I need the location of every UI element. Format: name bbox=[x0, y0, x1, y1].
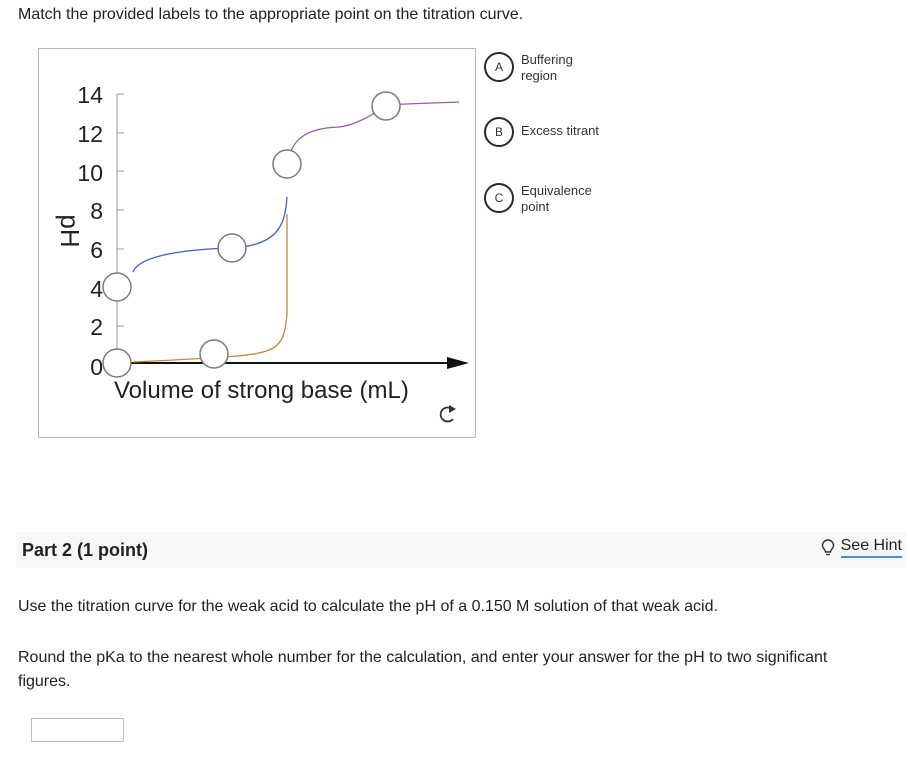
lightbulb-icon bbox=[821, 539, 835, 557]
y-tick-label: 14 bbox=[77, 82, 103, 108]
y-tick-label: 6 bbox=[90, 237, 103, 263]
y-axis-label: pH bbox=[55, 214, 85, 248]
x-axis-label: Volume of strong base (mL) bbox=[114, 377, 409, 404]
label-text: Excess titrant bbox=[521, 123, 600, 138]
y-tick-label: 10 bbox=[77, 160, 103, 186]
drop-target-circle[interactable] bbox=[273, 150, 301, 178]
y-tick-label: 2 bbox=[90, 314, 103, 340]
see-hint-link[interactable] bbox=[821, 537, 902, 558]
y-axis bbox=[117, 94, 124, 361]
label-excess-titrant[interactable] bbox=[484, 117, 599, 147]
drop-target-circle[interactable] bbox=[372, 92, 400, 120]
reset-icon[interactable] bbox=[441, 405, 456, 421]
label-buffering-region[interactable] bbox=[484, 52, 573, 84]
label-text: region bbox=[521, 68, 558, 83]
y-tick-label: 8 bbox=[90, 198, 103, 224]
see-hint-label: See Hint bbox=[841, 537, 902, 558]
label-text: point bbox=[521, 199, 550, 214]
rounding-instruction: Round the pKa to the nearest whole number for the calculation, and enter your answer for the pH to two significant figures. bbox=[18, 649, 828, 690]
drop-target-circle[interactable] bbox=[103, 349, 131, 377]
y-tick-label: 4 bbox=[90, 276, 103, 302]
drop-target-circle[interactable] bbox=[218, 234, 246, 262]
question-text: Use the titration curve for the weak acid to calculate the pH of a 0.150 M solution of that weak acid. bbox=[18, 598, 718, 615]
part-title: Part 2 (1 point) bbox=[22, 540, 149, 560]
label-text: Equivalence bbox=[521, 183, 592, 198]
label-badge-b: B bbox=[484, 117, 514, 147]
answer-input[interactable] bbox=[31, 718, 124, 742]
y-tick-label: 0 bbox=[90, 354, 103, 380]
part-header bbox=[16, 532, 906, 568]
titration-figure bbox=[38, 48, 476, 438]
y-tick-label: 12 bbox=[77, 121, 103, 147]
label-text: Buffering bbox=[521, 52, 573, 67]
weak-acid-curve bbox=[133, 197, 287, 272]
strong-acid-curve bbox=[133, 214, 287, 362]
label-equivalence-point[interactable] bbox=[484, 183, 592, 215]
instruction-text: Match the provided labels to the appropriate point on the titration curve. bbox=[18, 6, 524, 23]
drop-target-circle[interactable] bbox=[200, 340, 228, 368]
x-axis-arrow-icon bbox=[447, 357, 469, 369]
label-bank bbox=[484, 48, 624, 248]
label-badge-a: A bbox=[484, 52, 514, 82]
drop-target-circle[interactable] bbox=[103, 273, 131, 301]
label-badge-c: C bbox=[484, 183, 514, 213]
